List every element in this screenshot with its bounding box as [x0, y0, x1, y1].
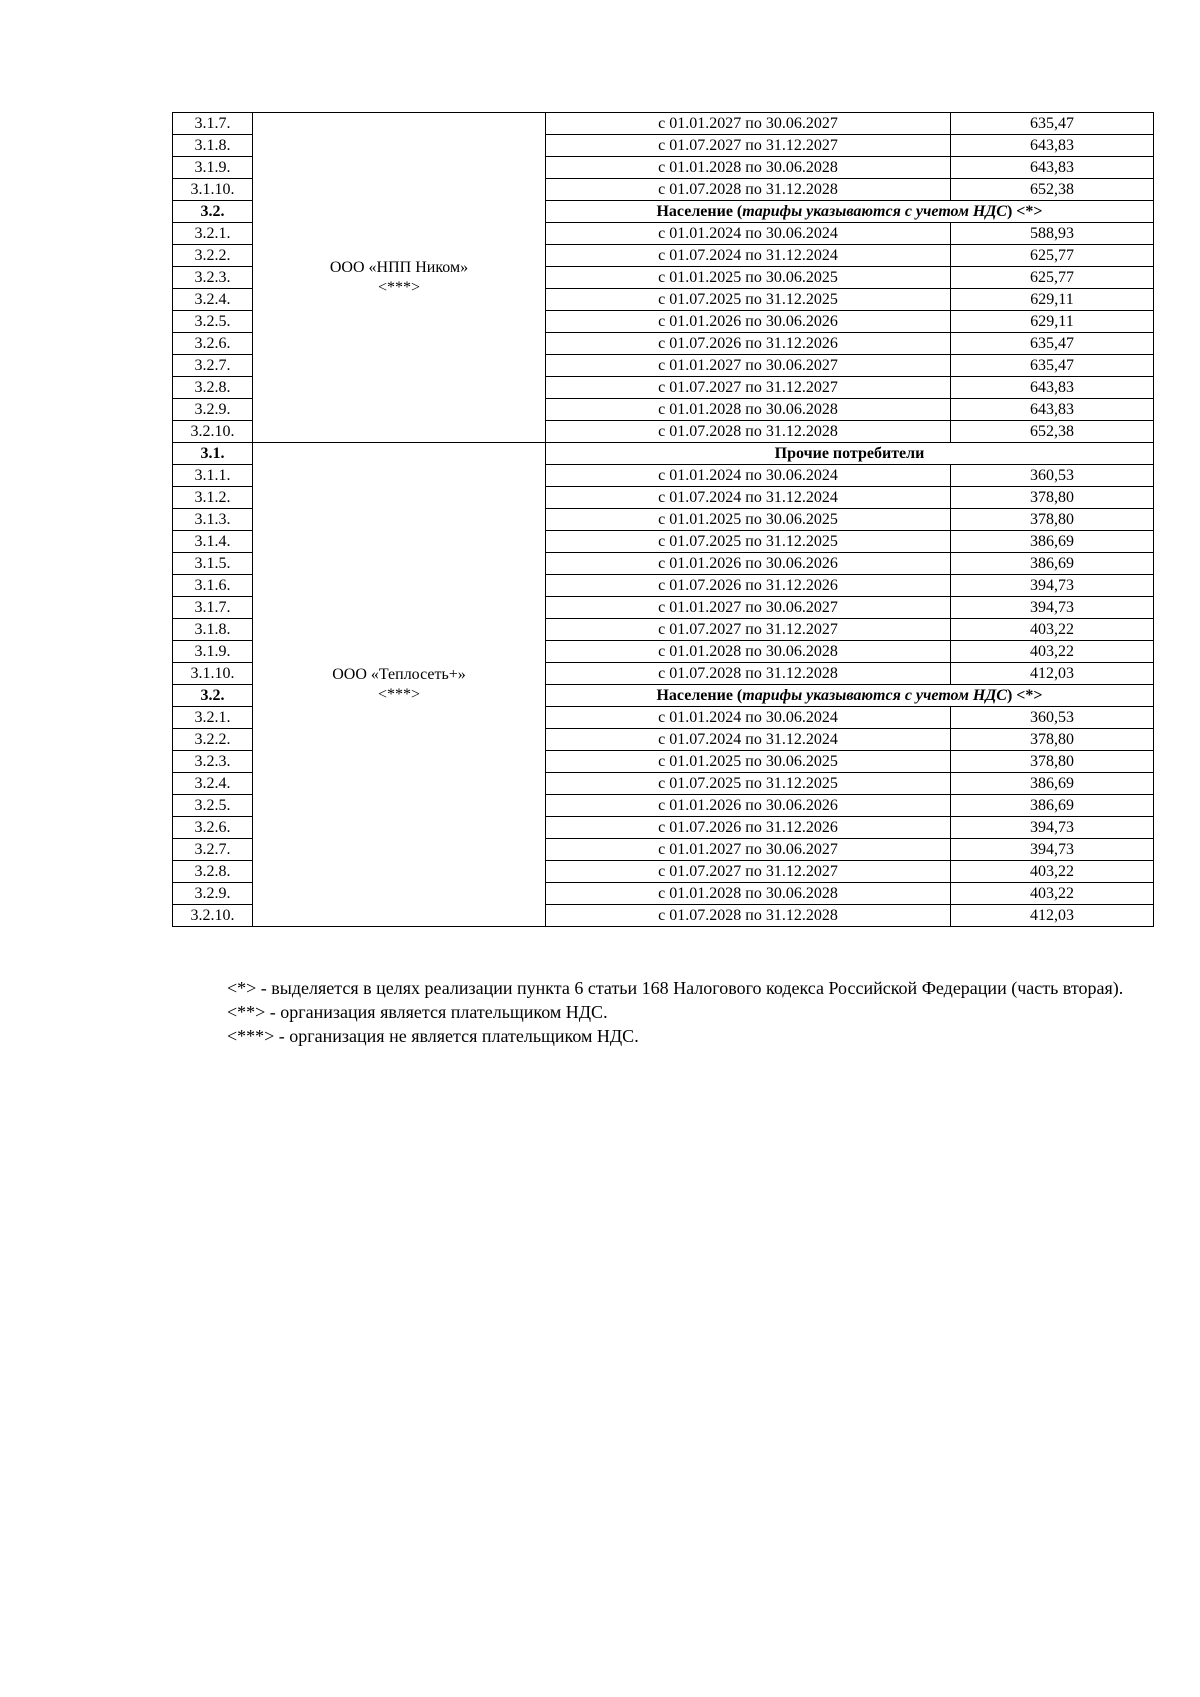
period-cell: с 01.01.2026 по 30.06.2026 — [546, 795, 951, 817]
organization-name: ООО «Теплосеть+» — [332, 665, 466, 683]
row-number: 3.1.9. — [173, 641, 253, 663]
row-number: 3.1.9. — [173, 157, 253, 179]
row-number: 3.2.8. — [173, 861, 253, 883]
tariff-value-cell: 635,47 — [951, 355, 1154, 377]
row-number: 3.2.5. — [173, 795, 253, 817]
period-cell: с 01.01.2028 по 30.06.2028 — [546, 399, 951, 421]
tariff-value-cell: 629,11 — [951, 311, 1154, 333]
row-number: 3.2.9. — [173, 883, 253, 905]
tariff-value-cell: 403,22 — [951, 883, 1154, 905]
section-title-text: Прочие потребители — [774, 444, 925, 462]
period-cell: с 01.07.2028 по 31.12.2028 — [546, 663, 951, 685]
section-title-italic: тарифы указываются с учетом НДС — [742, 686, 1007, 704]
section-title-italic: тарифы указываются с учетом НДС — [742, 202, 1007, 220]
row-number: 3.1.2. — [173, 487, 253, 509]
period-cell: с 01.01.2026 по 30.06.2026 — [546, 311, 951, 333]
period-cell: с 01.01.2028 по 30.06.2028 — [546, 883, 951, 905]
row-number: 3.2.1. — [173, 707, 253, 729]
period-cell: с 01.07.2027 по 31.12.2027 — [546, 619, 951, 641]
footnote-not-vat-payer: <***> - организация не является плательщиком НДС. — [227, 1026, 639, 1046]
period-cell: с 01.07.2024 по 31.12.2024 — [546, 245, 951, 267]
row-number: 3.1.4. — [173, 531, 253, 553]
period-cell: с 01.07.2027 по 31.12.2027 — [546, 861, 951, 883]
row-number: 3.1.1. — [173, 465, 253, 487]
tariff-value-cell: 625,77 — [951, 267, 1154, 289]
period-cell: с 01.01.2026 по 30.06.2026 — [546, 553, 951, 575]
organization-cell — [253, 443, 546, 927]
tariff-value-cell: 412,03 — [951, 663, 1154, 685]
tariff-value-cell: 643,83 — [951, 135, 1154, 157]
row-number: 3.2.4. — [173, 289, 253, 311]
tariff-value-cell: 412,03 — [951, 905, 1154, 927]
footnote-vat-payer: <**> - организация является плательщиком НДС. — [227, 1002, 608, 1022]
tariff-value-cell: 403,22 — [951, 619, 1154, 641]
row-number: 3.2.5. — [173, 311, 253, 333]
period-cell: с 01.01.2025 по 30.06.2025 — [546, 267, 951, 289]
tariff-value-cell: 643,83 — [951, 399, 1154, 421]
row-number: 3.2.9. — [173, 399, 253, 421]
section-title — [546, 685, 1154, 707]
section-title-suffix: ) <*> — [1006, 202, 1043, 220]
tariff-value-cell: 386,69 — [951, 531, 1154, 553]
tariff-value-cell: 378,80 — [951, 509, 1154, 531]
row-number: 3.2.1. — [173, 223, 253, 245]
section-row — [173, 443, 1154, 465]
table-row — [173, 113, 1154, 135]
tariff-value-cell: 643,83 — [951, 377, 1154, 399]
tariff-value-cell: 652,38 — [951, 421, 1154, 443]
period-cell: с 01.01.2025 по 30.06.2025 — [546, 751, 951, 773]
section-title-suffix: ) <*> — [1006, 686, 1043, 704]
footnote-vat-allocation: <*> - выделяется в целях реализации пункта 6 статьи 168 Налогового кодекса Российской Федерации (часть вторая). — [227, 978, 1124, 998]
footnotes — [172, 976, 1127, 1048]
period-cell: с 01.07.2024 по 31.12.2024 — [546, 729, 951, 751]
period-cell: с 01.01.2024 по 30.06.2024 — [546, 223, 951, 245]
period-cell: с 01.01.2024 по 30.06.2024 — [546, 707, 951, 729]
organization-name: ООО «НПП Ником» — [329, 258, 469, 276]
tariff-value-cell: 635,47 — [951, 113, 1154, 135]
row-number: 3.2.6. — [173, 817, 253, 839]
period-cell: с 01.07.2028 по 31.12.2028 — [546, 421, 951, 443]
row-number: 3.1.5. — [173, 553, 253, 575]
tariff-value-cell: 394,73 — [951, 839, 1154, 861]
period-cell: с 01.01.2028 по 30.06.2028 — [546, 641, 951, 663]
tariff-value-cell: 360,53 — [951, 707, 1154, 729]
tariff-value-cell: 378,80 — [951, 751, 1154, 773]
organization-footnote-mark: <***> — [377, 278, 421, 296]
period-cell: с 01.07.2026 по 31.12.2026 — [546, 575, 951, 597]
period-cell: с 01.07.2027 по 31.12.2027 — [546, 135, 951, 157]
tariff-value-cell: 378,80 — [951, 729, 1154, 751]
period-cell: с 01.07.2025 по 31.12.2025 — [546, 531, 951, 553]
row-number: 3.1.6. — [173, 575, 253, 597]
organization-cell — [253, 113, 546, 443]
tariff-value-cell: 588,93 — [951, 223, 1154, 245]
period-cell: с 01.07.2025 по 31.12.2025 — [546, 773, 951, 795]
tariff-value-cell: 378,80 — [951, 487, 1154, 509]
period-cell: с 01.01.2028 по 30.06.2028 — [546, 157, 951, 179]
tariff-value-cell: 652,38 — [951, 179, 1154, 201]
period-cell: с 01.01.2027 по 30.06.2027 — [546, 839, 951, 861]
tariff-table — [172, 112, 1154, 927]
section-title-text: Население ( — [656, 202, 743, 220]
period-cell: с 01.07.2026 по 31.12.2026 — [546, 333, 951, 355]
row-number: 3.2.2. — [173, 245, 253, 267]
row-number: 3.2.3. — [173, 751, 253, 773]
period-cell: с 01.07.2026 по 31.12.2026 — [546, 817, 951, 839]
period-cell: с 01.01.2027 по 30.06.2027 — [546, 355, 951, 377]
row-number: 3.2.4. — [173, 773, 253, 795]
row-number: 3.2.10. — [173, 905, 253, 927]
tariff-value-cell: 360,53 — [951, 465, 1154, 487]
tariff-value-cell: 635,47 — [951, 333, 1154, 355]
organization-footnote-mark: <***> — [377, 685, 421, 703]
tariff-value-cell: 403,22 — [951, 861, 1154, 883]
tariff-value-cell: 394,73 — [951, 575, 1154, 597]
section-title — [546, 443, 1154, 465]
tariff-value-cell: 629,11 — [951, 289, 1154, 311]
period-cell: с 01.07.2024 по 31.12.2024 — [546, 487, 951, 509]
period-cell: с 01.01.2025 по 30.06.2025 — [546, 509, 951, 531]
tariff-value-cell: 394,73 — [951, 597, 1154, 619]
section-number: 3.2. — [173, 685, 253, 707]
row-number: 3.2.7. — [173, 355, 253, 377]
period-cell: с 01.07.2028 по 31.12.2028 — [546, 179, 951, 201]
row-number: 3.2.3. — [173, 267, 253, 289]
period-cell: с 01.07.2027 по 31.12.2027 — [546, 377, 951, 399]
row-number: 3.1.7. — [173, 597, 253, 619]
period-cell: с 01.07.2028 по 31.12.2028 — [546, 905, 951, 927]
row-number: 3.2.10. — [173, 421, 253, 443]
row-number: 3.2.7. — [173, 839, 253, 861]
period-cell: с 01.01.2024 по 30.06.2024 — [546, 465, 951, 487]
row-number: 3.1.10. — [173, 663, 253, 685]
period-cell: с 01.07.2025 по 31.12.2025 — [546, 289, 951, 311]
tariff-value-cell: 386,69 — [951, 773, 1154, 795]
section-number: 3.2. — [173, 201, 253, 223]
tariff-value-cell: 386,69 — [951, 553, 1154, 575]
tariff-value-cell: 643,83 — [951, 157, 1154, 179]
tariff-value-cell: 625,77 — [951, 245, 1154, 267]
tariff-table-body — [173, 113, 1154, 927]
tariff-value-cell: 394,73 — [951, 817, 1154, 839]
section-title-text: Население ( — [656, 686, 743, 704]
period-cell: с 01.01.2027 по 30.06.2027 — [546, 597, 951, 619]
row-number: 3.2.6. — [173, 333, 253, 355]
row-number: 3.2.8. — [173, 377, 253, 399]
row-number: 3.2.2. — [173, 729, 253, 751]
section-title — [546, 201, 1154, 223]
row-number: 3.1.8. — [173, 135, 253, 157]
row-number: 3.1.8. — [173, 619, 253, 641]
tariff-value-cell: 403,22 — [951, 641, 1154, 663]
row-number: 3.1.3. — [173, 509, 253, 531]
row-number: 3.1.7. — [173, 113, 253, 135]
section-number: 3.1. — [173, 443, 253, 465]
tariff-value-cell: 386,69 — [951, 795, 1154, 817]
row-number: 3.1.10. — [173, 179, 253, 201]
period-cell: с 01.01.2027 по 30.06.2027 — [546, 113, 951, 135]
